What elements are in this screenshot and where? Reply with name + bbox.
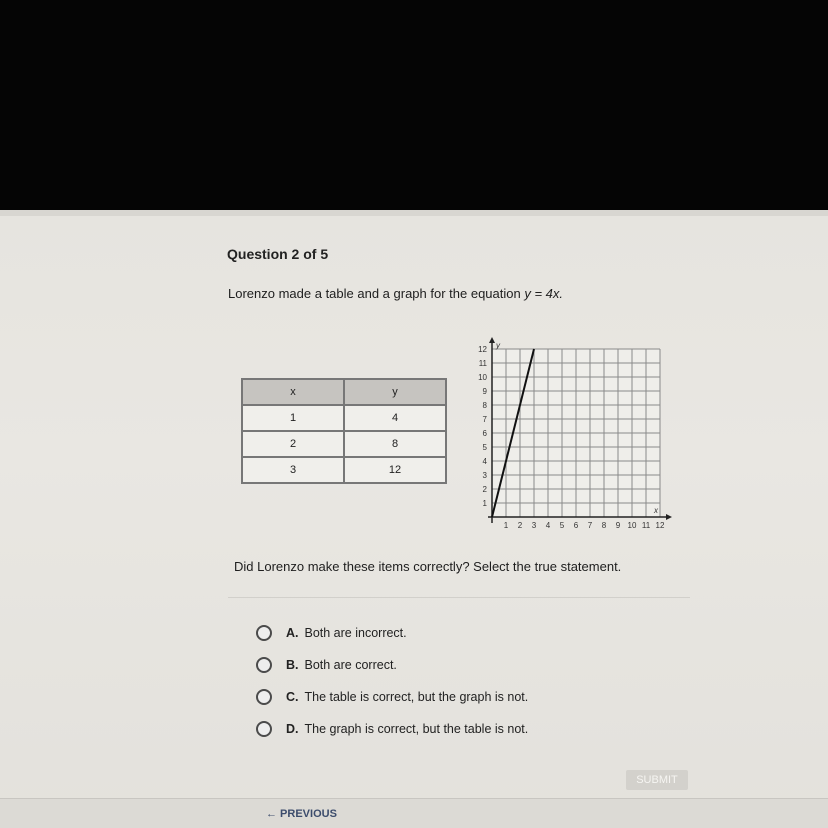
x-tick-label: 1 [503,521,509,530]
y-tick-label: 8 [482,401,487,410]
y-tick-label: 9 [482,387,487,396]
y-tick-label: 11 [478,359,487,368]
x-tick-label: 5 [559,521,565,530]
radio-button-a[interactable] [256,625,272,641]
option-a[interactable] [256,623,407,643]
monitor-bezel [0,0,828,210]
table-header-y: y [344,379,446,405]
x-tick-label: 4 [545,521,551,530]
submit-button[interactable]: SUBMIT [626,770,688,790]
table-cell: 12 [344,457,446,483]
option-letter: B. [286,658,299,672]
previous-button[interactable]: ← PREVIOUS [266,808,337,820]
y-tick-label: 1 [482,499,487,508]
option-b[interactable] [256,655,397,675]
option-text: Both are incorrect. [304,626,407,640]
y-tick-label: 5 [482,443,487,452]
x-tick-label: 11 [641,521,651,530]
y-tick-label: 3 [482,471,487,480]
bottom-bar [0,798,828,828]
table-row [242,405,446,431]
x-tick-label: 3 [531,521,537,530]
y-axis-arrow [489,337,495,343]
prompt-equation: y = 4x. [524,286,563,301]
question-prompt-2: Did Lorenzo make these items correctly? Select the true statement. [234,559,622,574]
screen-edge [0,210,828,216]
option-text: Both are correct. [304,658,397,672]
x-tick-label: 6 [573,521,579,530]
radio-button-c[interactable] [256,689,272,705]
radio-button-b[interactable] [256,657,272,673]
table-row [242,457,446,483]
table-cell: 2 [242,431,344,457]
option-text: The graph is correct, but the table is not. [304,722,529,736]
x-tick-label: 10 [627,521,637,530]
option-letter: C. [286,690,299,704]
y-tick-label: 12 [478,345,487,354]
option-c[interactable] [256,687,528,707]
prompt-text: Lorenzo made a table and a graph for the equation [228,286,525,301]
x-axis-arrow [666,514,672,520]
y-tick-label: 4 [482,457,487,466]
question-title: Question 2 of 5 [227,246,329,262]
table-header-x: x [242,379,344,405]
table-cell: 4 [344,405,446,431]
option-letter: D. [286,722,299,736]
table-cell: 1 [242,405,344,431]
x-tick-label: 9 [615,521,621,530]
radio-button-d[interactable] [256,721,272,737]
line-graph [458,325,678,535]
divider [228,597,690,598]
values-table [241,378,447,484]
quiz-screen [0,210,828,828]
option-letter: A. [286,626,299,640]
option-d[interactable] [256,719,528,739]
y-axis-label: y [496,341,500,350]
table-row [242,431,446,457]
option-text: The table is correct, but the graph is not. [304,690,529,704]
table-cell: 3 [242,457,344,483]
question-prompt [228,286,563,301]
x-tick-label: 7 [587,521,593,530]
x-tick-label: 2 [517,521,523,530]
x-axis-label: x [654,506,658,515]
y-tick-label: 2 [482,485,487,494]
table-cell: 8 [344,431,446,457]
x-tick-label: 8 [601,521,607,530]
y-tick-label: 7 [482,415,487,424]
x-tick-label: 12 [655,521,665,530]
table-header-row [242,379,446,405]
y-tick-label: 6 [482,429,487,438]
y-tick-label: 10 [478,373,487,382]
